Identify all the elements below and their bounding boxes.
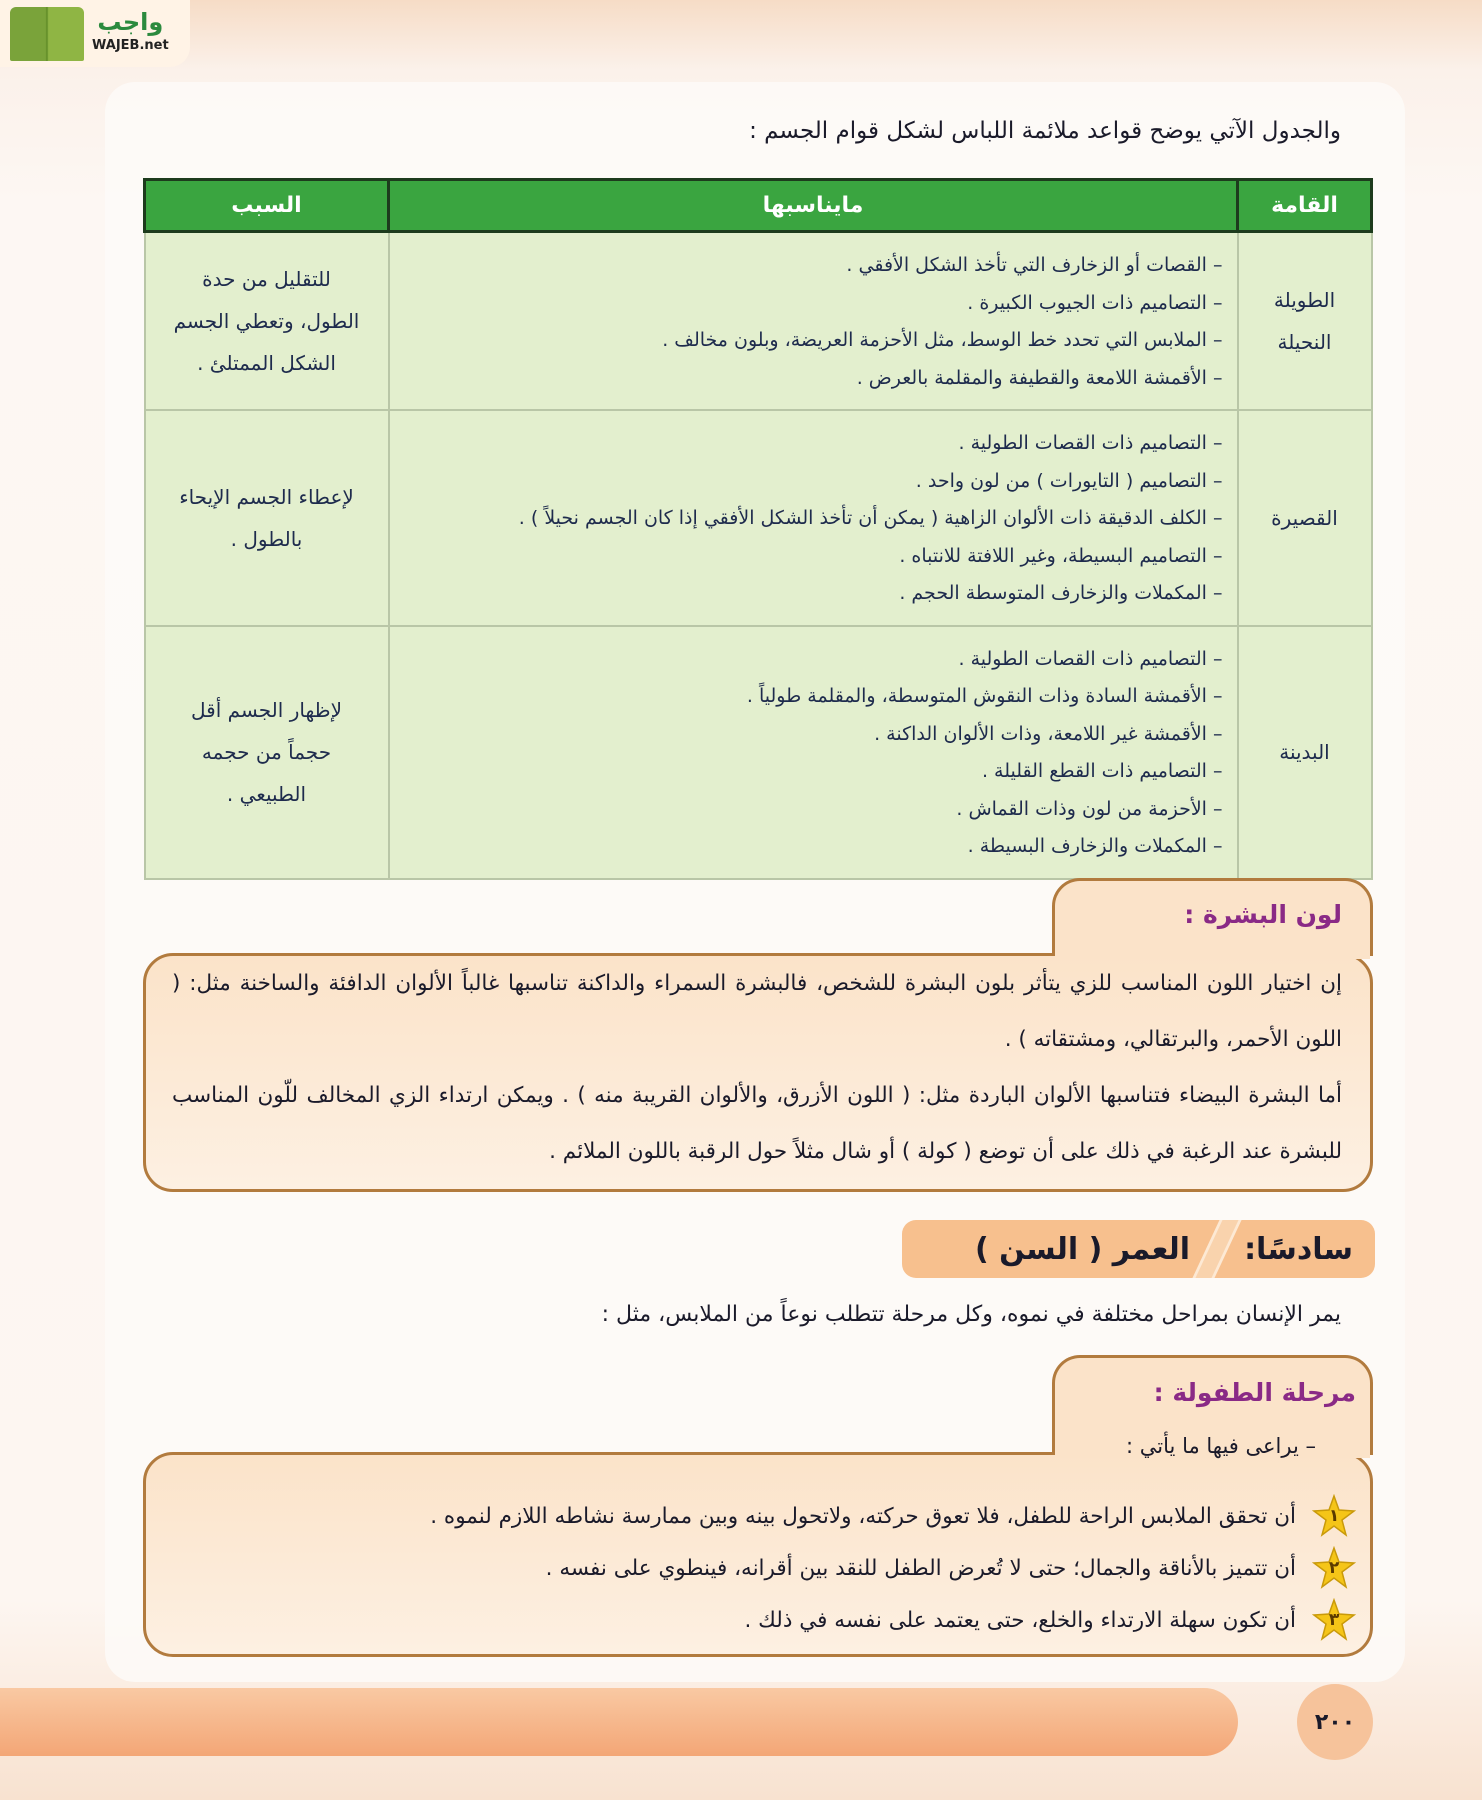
suitable-item: – الأقمشة اللامعة والقطيفة والمقلمة بالعرض . xyxy=(856,366,1223,389)
stature-cell xyxy=(1238,232,1372,411)
item-text: أن تحقق الملابس الراحة للطفل، فلا تعوق حركته، ولاتحول بينه وبين ممارسة نشاطه اللازم لنموه . xyxy=(430,1503,1296,1529)
suitable-item: – الكلف الدقيقة ذات الألوان الزاهية ( يمكن أن تأخذ الشكل الأفقي إذا كان الجسم نحيلاً ) . xyxy=(518,507,1223,529)
reason-cell xyxy=(145,626,389,879)
suitable-item: – الأحزمة من لون وذات القماش . xyxy=(956,797,1223,820)
childhood-item xyxy=(156,1594,1356,1646)
suitable-cell xyxy=(389,410,1238,626)
footer-bar xyxy=(0,1688,1238,1756)
childhood-item xyxy=(156,1542,1356,1594)
header-reason: السبب xyxy=(145,180,389,232)
skin-paragraph-2: أما البشرة البيضاء فتناسبها الألوان الباردة مثل: ( اللون الأزرق، والألوان القريبة منه ) . ويمكن ارتداء الزي المخالف للّون المناسب للبشرة عند الرغبة في ذلك على أن توضع ( كولة ) أو شال مثلاً حول الرقبة باللون الملائم . xyxy=(172,1083,1342,1164)
suitable-item: – المكملات والزخارف المتوسطة الحجم . xyxy=(899,582,1223,604)
reason-text: حجماً من حجمه xyxy=(201,740,332,764)
logo-text: واجب WAJEB.net xyxy=(92,7,169,53)
wajeb-logo[interactable] xyxy=(0,0,190,67)
suitable-item: – التصاميم ذات القصات الطولية . xyxy=(958,432,1223,454)
star-icon xyxy=(1312,1546,1356,1590)
reason-text: الطول، وتعطي الجسم xyxy=(173,309,360,333)
stature-text: النحيلة xyxy=(1277,330,1332,354)
item-number: ٢ xyxy=(1328,1558,1340,1578)
slash-divider xyxy=(1193,1220,1242,1278)
book-icon xyxy=(10,7,84,61)
childhood-title: مرحلة الطفولة : xyxy=(1153,1378,1356,1407)
item-text: أن تكون سهلة الارتداء والخلع، حتى يعتمد على نفسه في ذلك . xyxy=(744,1607,1296,1633)
suitable-item: – المكملات والزخارف البسيطة . xyxy=(967,835,1223,857)
star-icon xyxy=(1312,1598,1356,1642)
stature-text: الطويلة xyxy=(1273,288,1336,312)
reason-text: الشكل الممتلئ . xyxy=(197,351,336,375)
stature-cell xyxy=(1238,410,1372,626)
reason-cell xyxy=(145,232,389,411)
item-number: ١ xyxy=(1328,1506,1340,1526)
suitable-cell xyxy=(389,232,1238,411)
reason-text: الطبيعي . xyxy=(226,782,307,806)
childhood-lead: – يراعى فيها ما يأتي : xyxy=(1126,1434,1316,1458)
section-number: سادسًا: xyxy=(1244,1231,1353,1267)
reason-text: بالطول . xyxy=(230,526,303,551)
suitable-item: – الأقمشة السادة وذات النقوش المتوسطة، والمقلمة طولياً . xyxy=(746,685,1223,707)
table-row xyxy=(145,626,1372,879)
page-number: ٢٠٠ xyxy=(1297,1684,1373,1760)
skin-title: لون البشرة : xyxy=(1184,900,1342,929)
suitable-item: – التصاميم ذات القطع القليلة . xyxy=(981,760,1223,782)
item-text: أن تتميز بالأناقة والجمال؛ حتى لا تُعرض الطفل للنقد بين أقرانه، فينطوي على نفسه . xyxy=(545,1555,1296,1581)
suitable-item: – التصاميم ذات الجيوب الكبيرة . xyxy=(967,291,1223,314)
skin-paragraph-1: إن اختيار اللون المناسب للزي يتأثر بلون البشرة للشخص، فالبشرة السمراء والداكنة تناسبها غالباً الألوان الدافئة والساخنة مثل: ( اللون الأحمر، والبرتقالي، ومشتقاته ) . xyxy=(172,971,1342,1052)
table-intro: والجدول الآتي يوضح قواعد ملائمة اللباس لشكل قوام الجسم : xyxy=(749,118,1341,144)
table-row xyxy=(145,232,1372,411)
stature-text: القصيرة xyxy=(1271,505,1338,530)
stature-text: البدينة xyxy=(1279,740,1330,764)
star-icon xyxy=(1312,1494,1356,1538)
suitable-item: – التصاميم البسيطة، وغير اللافتة للانتباه . xyxy=(899,544,1223,567)
reason-text: للتقليل من حدة xyxy=(202,267,331,291)
header-suitable: مايناسبها xyxy=(389,180,1238,232)
suitable-item: – التصاميم ذات القصات الطولية . xyxy=(958,647,1223,670)
suitable-cell xyxy=(389,626,1238,879)
reason-cell xyxy=(145,410,389,626)
suitable-item: – الأقمشة غير اللامعة، وذات الألوان الداكنة . xyxy=(874,722,1223,745)
reason-text: لإعطاء الجسم الإيحاء xyxy=(179,484,354,509)
body-shape-table xyxy=(143,178,1373,880)
section-heading xyxy=(902,1220,1375,1278)
suitable-item: – التصاميم ( التايورات ) من لون واحد . xyxy=(915,469,1223,492)
section-paragraph: يمر الإنسان بمراحل مختلفة في نموه، وكل مرحلة تتطلب نوعاً من الملابس، مثل : xyxy=(601,1302,1341,1327)
childhood-item xyxy=(156,1490,1356,1542)
section-title: العمر ( السن ) xyxy=(974,1231,1191,1267)
table-row xyxy=(145,410,1372,626)
suitable-item: – القصات أو الزخارف التي تأخذ الشكل الأفقي . xyxy=(846,254,1223,276)
item-number: ٣ xyxy=(1328,1610,1340,1630)
header-stature: القامة xyxy=(1238,180,1372,232)
stature-cell xyxy=(1238,626,1372,879)
suitable-item: – الملابس التي تحدد خط الوسط، مثل الأحزمة العريضة، وبلون مخالف . xyxy=(662,329,1223,351)
reason-text: لإظهار الجسم أقل xyxy=(191,698,342,722)
